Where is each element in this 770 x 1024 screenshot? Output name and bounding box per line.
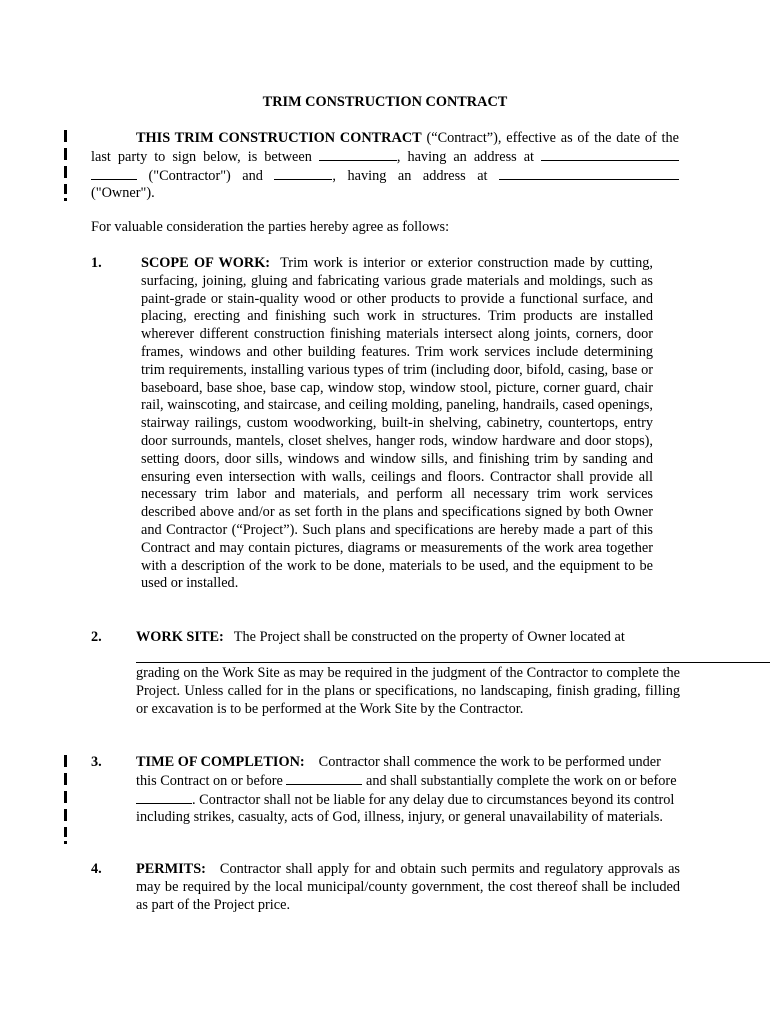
intro-paragraph: THIS TRIM CONSTRUCTION CONTRACT (“Contract”), effective as of the date of the last party to sign below, is between , having an address at ("Contractor") and , having an address at ("Owner").	[91, 130, 679, 202]
contractor-address-blank-2[interactable]	[91, 167, 137, 180]
change-bar	[64, 198, 67, 201]
section-number: 3.	[91, 754, 102, 770]
section-scope-of-work	[141, 255, 653, 593]
section-number: 2.	[91, 629, 102, 645]
section-work-site-continued: grading on the Work Site as may be required in the judgment of the Contractor to complete the Project. Unless called for in the plans or specifications, no landscaping, finish grading, filling or excavation is to be performed at the Work Site by the Contractor.	[136, 665, 680, 717]
change-bar	[64, 130, 67, 142]
section-body: The Project shall be constructed on the property of Owner located at	[233, 629, 625, 645]
section-number: 1.	[91, 255, 102, 271]
owner-address-blank[interactable]	[499, 167, 679, 180]
change-bar	[64, 166, 67, 178]
change-bar	[64, 755, 67, 767]
section-heading: PERMITS:	[136, 861, 206, 877]
contractor-address-blank[interactable]	[541, 148, 679, 161]
change-bar	[64, 791, 67, 803]
change-bar	[64, 809, 67, 821]
section-time-of-completion: TIME OF COMPLETION: Contractor shall commence the work to be performed under this Contract on or before and shall substantially complete the work on or before . Contractor shall not be liable for any delay due to circumstances beyond its control including strikes, casualty, acts of God, illness, injury, or general unavailability of materials.	[136, 754, 677, 826]
change-bar	[64, 827, 67, 837]
section-heading: TIME OF COMPLETION:	[136, 754, 305, 770]
section-heading: SCOPE OF WORK:	[141, 255, 271, 271]
section-heading: WORK SITE:	[136, 629, 224, 645]
owner-name-blank[interactable]	[274, 167, 332, 180]
consideration-text: For valuable consideration the parties hereby agree as follows:	[91, 219, 450, 235]
intro-heading: THIS TRIM CONSTRUCTION CONTRACT	[136, 130, 422, 146]
section-permits	[136, 861, 680, 914]
section-work-site	[136, 629, 680, 647]
section-body: Contractor shall apply for and obtain such permits and regulatory approvals as may be required by the local municipal/county government, the cost thereof shall be included as part of the Project price.	[136, 861, 680, 913]
change-bar	[64, 184, 67, 194]
change-bar	[64, 773, 67, 785]
change-bar	[64, 148, 67, 160]
change-bar	[64, 841, 67, 844]
section-body: Trim work is interior or exterior construction made by cutting, surfacing, joining, gluing and fabricating various grade materials and moldings, such as paint-grade or stain-quality wood or other products to provide a functional surface, and placing, erecting and finishing such work in structures. Trim products are installed wherever different construction finishing materials intersect along joints, corners, door frames, windows and other building features. Trim work services include determining trim requirements, installing various types of trim (including door, bifold, casing, base or baseboard, base shoe, base cap, window stop, window stool, picture, corner guard, chair rail, wainscoting, and staircase, and ceiling molding, paneling, handrails, cased openings, stairway railings, custom woodworking, built-in shelving, cabinetry, countertops, entry door surrounds, mantels, closet shelves, hanger rods, window hardware and door stops), setting doors, door sills, windows and window sills, and finishing trim by sanding and ensuring even intersection with walls, ceilings and floors. Contractor shall provide all necessary trim labor and materials, and perform all necessary trim work services described above and/or as set forth in the plans and specifications signed by both Owner and Contractor (“Project”). Such plans and specifications are hereby made a part of this Contract and may contain pictures, diagrams or measurements of the work area together with a description of the work to be done, materials to be used, and the equipment to be used or installed.	[141, 255, 653, 592]
section-number: 4.	[91, 861, 102, 877]
start-date-blank[interactable]	[286, 772, 362, 785]
work-site-address-blank[interactable]	[136, 662, 770, 663]
document-title: TRIM CONSTRUCTION CONTRACT	[262, 94, 508, 110]
completion-date-blank[interactable]	[136, 791, 192, 804]
contractor-name-blank[interactable]	[319, 148, 397, 161]
